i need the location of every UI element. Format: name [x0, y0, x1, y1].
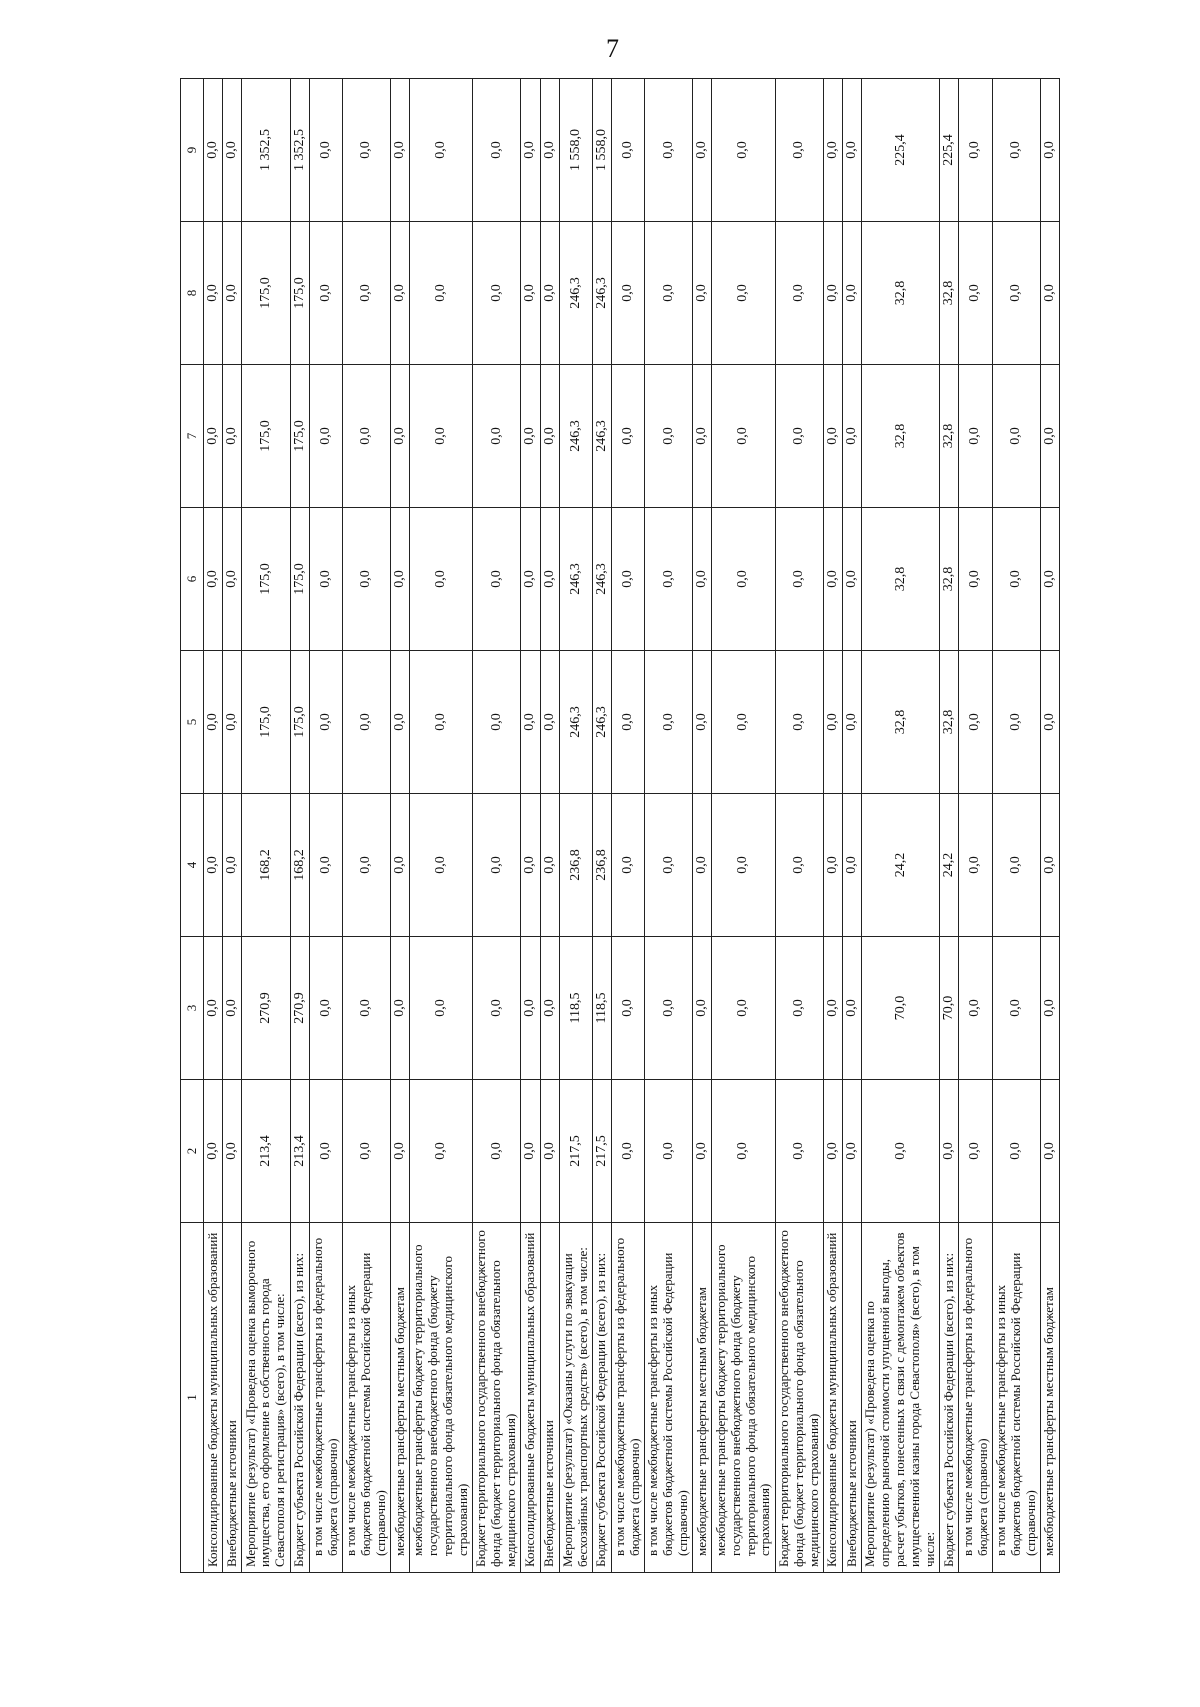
- value-cell: 0,0: [1040, 794, 1059, 937]
- value-cell: 0,0: [862, 1080, 940, 1223]
- value-cell: 32,8: [940, 365, 959, 508]
- row-label: Внебюджетные источники: [223, 1223, 242, 1573]
- column-header-5: 5: [181, 651, 204, 794]
- value-cell: 0,0: [992, 79, 1040, 222]
- value-cell: 32,8: [940, 651, 959, 794]
- value-cell: 0,0: [775, 937, 823, 1080]
- value-cell: 0,0: [712, 508, 775, 651]
- value-cell: 0,0: [959, 222, 992, 365]
- value-cell: 0,0: [992, 365, 1040, 508]
- value-cell: 0,0: [204, 937, 223, 1080]
- value-cell: 1 352,5: [290, 79, 309, 222]
- value-cell: 0,0: [390, 794, 409, 937]
- value-cell: 175,0: [290, 365, 309, 508]
- value-cell: 0,0: [775, 365, 823, 508]
- value-cell: 0,0: [823, 937, 842, 1080]
- column-header-4: 4: [181, 794, 204, 937]
- table-row: [842, 79, 861, 1573]
- value-cell: 1 558,0: [559, 79, 592, 222]
- value-cell: 0,0: [842, 222, 861, 365]
- value-cell: 0,0: [959, 937, 992, 1080]
- value-cell: 0,0: [410, 508, 473, 651]
- value-cell: 0,0: [992, 651, 1040, 794]
- value-cell: 0,0: [612, 1080, 645, 1223]
- value-cell: 0,0: [693, 937, 712, 1080]
- value-cell: 0,0: [342, 794, 390, 937]
- value-cell: 0,0: [842, 937, 861, 1080]
- value-cell: 0,0: [1040, 937, 1059, 1080]
- value-cell: 0,0: [612, 508, 645, 651]
- row-label: Мероприятие (результат) «Оказаны услуги по эвакуации бесхозяйных транспортных средств» (всего), в том числе:: [559, 1223, 592, 1573]
- row-label: Консолидированные бюджеты муниципальных образований: [823, 1223, 842, 1573]
- value-cell: 175,0: [242, 365, 290, 508]
- value-cell: 0,0: [473, 651, 521, 794]
- value-cell: 246,3: [559, 651, 592, 794]
- row-label: в том числе межбюджетные трансферты из федерального бюджета (справочно): [612, 1223, 645, 1573]
- value-cell: 70,0: [862, 937, 940, 1080]
- value-cell: 0,0: [521, 508, 540, 651]
- row-label: межбюджетные трансферты местным бюджетам: [390, 1223, 409, 1573]
- value-cell: 0,0: [645, 79, 693, 222]
- value-cell: 70,0: [940, 937, 959, 1080]
- value-cell: 0,0: [309, 651, 342, 794]
- value-cell: 236,8: [592, 794, 611, 937]
- value-cell: 0,0: [612, 651, 645, 794]
- value-cell: 0,0: [342, 508, 390, 651]
- value-cell: 0,0: [521, 651, 540, 794]
- value-cell: 0,0: [410, 651, 473, 794]
- row-label: Бюджет субъекта Российской Федерации (всего), из них:: [940, 1223, 959, 1573]
- table-row: [712, 79, 775, 1573]
- value-cell: 118,5: [592, 937, 611, 1080]
- value-cell: 0,0: [204, 508, 223, 651]
- value-cell: 0,0: [223, 222, 242, 365]
- value-cell: 0,0: [1040, 508, 1059, 651]
- value-cell: 225,4: [940, 79, 959, 222]
- value-cell: 0,0: [693, 365, 712, 508]
- value-cell: 175,0: [242, 651, 290, 794]
- table-row: [309, 79, 342, 1573]
- value-cell: 0,0: [712, 79, 775, 222]
- value-cell: 0,0: [521, 79, 540, 222]
- table-row: [223, 79, 242, 1573]
- value-cell: 0,0: [992, 1080, 1040, 1223]
- value-cell: 118,5: [559, 937, 592, 1080]
- value-cell: 0,0: [223, 794, 242, 937]
- value-cell: 0,0: [540, 508, 559, 651]
- value-cell: 0,0: [645, 365, 693, 508]
- value-cell: 0,0: [712, 651, 775, 794]
- value-cell: 0,0: [521, 222, 540, 365]
- table-row: [612, 79, 645, 1573]
- value-cell: 0,0: [521, 794, 540, 937]
- value-cell: 0,0: [309, 1080, 342, 1223]
- value-cell: 0,0: [823, 222, 842, 365]
- value-cell: 246,3: [559, 222, 592, 365]
- value-cell: 0,0: [223, 365, 242, 508]
- value-cell: 0,0: [823, 365, 842, 508]
- value-cell: 0,0: [390, 222, 409, 365]
- table-row: [390, 79, 409, 1573]
- table-row: [940, 79, 959, 1573]
- value-cell: 0,0: [410, 222, 473, 365]
- value-cell: 0,0: [959, 508, 992, 651]
- value-cell: 0,0: [842, 651, 861, 794]
- value-cell: 0,0: [693, 1080, 712, 1223]
- value-cell: 0,0: [823, 1080, 842, 1223]
- value-cell: 246,3: [559, 508, 592, 651]
- value-cell: 0,0: [223, 651, 242, 794]
- value-cell: 213,4: [290, 1080, 309, 1223]
- column-header-8: 8: [181, 222, 204, 365]
- value-cell: 168,2: [290, 794, 309, 937]
- value-cell: 0,0: [940, 1080, 959, 1223]
- value-cell: 246,3: [592, 365, 611, 508]
- table-row: [242, 79, 290, 1573]
- value-cell: 0,0: [204, 222, 223, 365]
- financing-table: [180, 78, 1060, 1573]
- value-cell: 0,0: [992, 937, 1040, 1080]
- value-cell: 0,0: [204, 79, 223, 222]
- value-cell: 0,0: [540, 365, 559, 508]
- row-label: Внебюджетные источники: [540, 1223, 559, 1573]
- value-cell: 24,2: [862, 794, 940, 937]
- table-row: [342, 79, 390, 1573]
- rotated-table-frame: [180, 78, 1060, 1573]
- value-cell: 0,0: [775, 222, 823, 365]
- value-cell: 0,0: [473, 79, 521, 222]
- table-row: [1040, 79, 1059, 1573]
- column-header-2: 2: [181, 1080, 204, 1223]
- value-cell: 0,0: [693, 222, 712, 365]
- value-cell: 0,0: [693, 651, 712, 794]
- row-label: Консолидированные бюджеты муниципальных образований: [204, 1223, 223, 1573]
- row-label: Консолидированные бюджеты муниципальных образований: [521, 1223, 540, 1573]
- value-cell: 0,0: [775, 79, 823, 222]
- row-label: Мероприятие (результат) «Проведена оценка выморочного имущества, его оформление в собственность города Севастополя и регистрация» (всего), в том числе:: [242, 1223, 290, 1573]
- column-header-6: 6: [181, 508, 204, 651]
- value-cell: 0,0: [712, 222, 775, 365]
- row-label: в том числе межбюджетные трансферты из иных бюджетов бюджетной системы Российской Федерации (справочно): [645, 1223, 693, 1573]
- value-cell: 217,5: [592, 1080, 611, 1223]
- value-cell: 246,3: [559, 365, 592, 508]
- value-cell: 0,0: [992, 222, 1040, 365]
- value-cell: 236,8: [559, 794, 592, 937]
- value-cell: 0,0: [309, 508, 342, 651]
- value-cell: 24,2: [940, 794, 959, 937]
- value-cell: 0,0: [390, 651, 409, 794]
- value-cell: 0,0: [223, 1080, 242, 1223]
- value-cell: 168,2: [242, 794, 290, 937]
- value-cell: 0,0: [410, 1080, 473, 1223]
- value-cell: 0,0: [309, 794, 342, 937]
- value-cell: 0,0: [1040, 1080, 1059, 1223]
- value-cell: 270,9: [290, 937, 309, 1080]
- value-cell: 0,0: [223, 79, 242, 222]
- value-cell: 0,0: [959, 365, 992, 508]
- value-cell: 0,0: [342, 651, 390, 794]
- value-cell: 0,0: [842, 1080, 861, 1223]
- value-cell: 0,0: [775, 794, 823, 937]
- table-row: [862, 79, 940, 1573]
- row-label: Бюджет субъекта Российской Федерации (всего), из них:: [592, 1223, 611, 1573]
- value-cell: 0,0: [410, 79, 473, 222]
- value-cell: 0,0: [712, 794, 775, 937]
- value-cell: 32,8: [862, 365, 940, 508]
- table-row: [959, 79, 992, 1573]
- row-label: Бюджет субъекта Российской Федерации (всего), из них:: [290, 1223, 309, 1573]
- value-cell: 0,0: [612, 365, 645, 508]
- value-cell: 0,0: [540, 651, 559, 794]
- value-cell: 0,0: [959, 1080, 992, 1223]
- value-cell: 0,0: [521, 1080, 540, 1223]
- table-row: [473, 79, 521, 1573]
- table-row: [645, 79, 693, 1573]
- row-label: Внебюджетные источники: [842, 1223, 861, 1573]
- value-cell: 0,0: [842, 794, 861, 937]
- value-cell: 0,0: [390, 1080, 409, 1223]
- value-cell: 0,0: [309, 365, 342, 508]
- row-label: в том числе межбюджетные трансферты из иных бюджетов бюджетной системы Российской Федерации (справочно): [342, 1223, 390, 1573]
- value-cell: 0,0: [309, 222, 342, 365]
- row-label: межбюджетные трансферты бюджету территориального государственного внебюджетного фонда (бюджету территориального фонда обязательного медицинского страхования): [712, 1223, 775, 1573]
- value-cell: 0,0: [645, 937, 693, 1080]
- rotated-table-area: [180, 78, 1060, 1573]
- value-cell: 0,0: [712, 365, 775, 508]
- value-cell: 0,0: [645, 1080, 693, 1223]
- page-number: 7: [606, 34, 619, 63]
- value-cell: 1 558,0: [592, 79, 611, 222]
- value-cell: 175,0: [290, 222, 309, 365]
- value-cell: 246,3: [592, 651, 611, 794]
- value-cell: 0,0: [540, 222, 559, 365]
- value-cell: 175,0: [242, 508, 290, 651]
- value-cell: 270,9: [242, 937, 290, 1080]
- table-row: [823, 79, 842, 1573]
- value-cell: 0,0: [959, 794, 992, 937]
- table-row: [521, 79, 540, 1573]
- value-cell: 0,0: [1040, 79, 1059, 222]
- value-cell: 0,0: [390, 937, 409, 1080]
- value-cell: 0,0: [959, 79, 992, 222]
- value-cell: 32,8: [862, 508, 940, 651]
- value-cell: 0,0: [992, 794, 1040, 937]
- row-label: Мероприятие (результат) «Проведена оценка по определению рыночной стоимости упущенной выгоды, расчет убытков, понесенных в связи с демонтажем объектов имущественной казны города Севастополя» (всего), в том числе:: [862, 1223, 940, 1573]
- value-cell: 225,4: [862, 79, 940, 222]
- value-cell: 0,0: [473, 794, 521, 937]
- value-cell: 0,0: [775, 651, 823, 794]
- column-header-9: 9: [181, 79, 204, 222]
- value-cell: 0,0: [540, 794, 559, 937]
- row-label: в том числе межбюджетные трансферты из федерального бюджета (справочно): [309, 1223, 342, 1573]
- value-cell: 0,0: [1040, 651, 1059, 794]
- value-cell: 0,0: [204, 1080, 223, 1223]
- row-label: в том числе межбюджетные трансферты из федерального бюджета (справочно): [959, 1223, 992, 1573]
- value-cell: 0,0: [775, 1080, 823, 1223]
- value-cell: 0,0: [612, 794, 645, 937]
- value-cell: 0,0: [309, 79, 342, 222]
- value-cell: 0,0: [823, 508, 842, 651]
- value-cell: 0,0: [223, 937, 242, 1080]
- value-cell: 0,0: [842, 365, 861, 508]
- table-row: [204, 79, 223, 1573]
- value-cell: 0,0: [612, 222, 645, 365]
- value-cell: 0,0: [693, 508, 712, 651]
- value-cell: 0,0: [992, 508, 1040, 651]
- value-cell: 0,0: [1040, 222, 1059, 365]
- value-cell: 0,0: [645, 651, 693, 794]
- value-cell: 0,0: [473, 1080, 521, 1223]
- value-cell: 246,3: [592, 222, 611, 365]
- value-cell: 246,3: [592, 508, 611, 651]
- table-row: [290, 79, 309, 1573]
- value-cell: 0,0: [540, 937, 559, 1080]
- table-row: [693, 79, 712, 1573]
- value-cell: 0,0: [645, 794, 693, 937]
- value-cell: 0,0: [473, 937, 521, 1080]
- value-cell: 0,0: [390, 79, 409, 222]
- value-cell: 0,0: [645, 508, 693, 651]
- value-cell: 1 352,5: [242, 79, 290, 222]
- value-cell: 0,0: [342, 365, 390, 508]
- column-header-3: 3: [181, 937, 204, 1080]
- value-cell: 0,0: [612, 937, 645, 1080]
- row-label: межбюджетные трансферты местным бюджетам: [693, 1223, 712, 1573]
- value-cell: 0,0: [959, 651, 992, 794]
- table-body: [204, 79, 1060, 1573]
- value-cell: 0,0: [842, 508, 861, 651]
- row-label: в том числе межбюджетные трансферты из иных бюджетов бюджетной системы Российской Федерации (справочно): [992, 1223, 1040, 1573]
- value-cell: 0,0: [823, 794, 842, 937]
- value-cell: 0,0: [204, 794, 223, 937]
- value-cell: 0,0: [223, 508, 242, 651]
- value-cell: 0,0: [204, 365, 223, 508]
- table-row: [775, 79, 823, 1573]
- row-label: Бюджет территориального государственного внебюджетного фонда (бюджет территориального фонда обязательного медицинского страхования): [473, 1223, 521, 1573]
- value-cell: 0,0: [473, 508, 521, 651]
- value-cell: 0,0: [410, 365, 473, 508]
- row-label: межбюджетные трансферты бюджету территориального государственного внебюджетного фонда (бюджету территориального фонда обязательного медицинского страхования): [410, 1223, 473, 1573]
- table-row: [410, 79, 473, 1573]
- row-label: Бюджет территориального государственного внебюджетного фонда (бюджет территориального фонда обязательного медицинского страхования): [775, 1223, 823, 1573]
- value-cell: 0,0: [1040, 365, 1059, 508]
- value-cell: 0,0: [693, 79, 712, 222]
- value-cell: 0,0: [521, 365, 540, 508]
- value-cell: 0,0: [473, 365, 521, 508]
- table-row: [559, 79, 592, 1573]
- value-cell: 0,0: [521, 937, 540, 1080]
- value-cell: 0,0: [693, 794, 712, 937]
- value-cell: 0,0: [712, 937, 775, 1080]
- value-cell: 217,5: [559, 1080, 592, 1223]
- value-cell: 175,0: [242, 222, 290, 365]
- value-cell: 0,0: [410, 794, 473, 937]
- value-cell: 0,0: [390, 508, 409, 651]
- value-cell: 0,0: [540, 1080, 559, 1223]
- value-cell: 0,0: [410, 937, 473, 1080]
- value-cell: 0,0: [823, 79, 842, 222]
- value-cell: 0,0: [309, 937, 342, 1080]
- value-cell: 32,8: [862, 222, 940, 365]
- value-cell: 32,8: [940, 222, 959, 365]
- value-cell: 0,0: [342, 222, 390, 365]
- value-cell: 0,0: [712, 1080, 775, 1223]
- value-cell: 0,0: [612, 79, 645, 222]
- column-header-1: 1: [181, 1223, 204, 1573]
- value-cell: 0,0: [775, 508, 823, 651]
- value-cell: 0,0: [342, 937, 390, 1080]
- row-label: межбюджетные трансферты местным бюджетам: [1040, 1223, 1059, 1573]
- table-row: [540, 79, 559, 1573]
- table-row: [592, 79, 611, 1573]
- value-cell: 0,0: [823, 651, 842, 794]
- table-row: [992, 79, 1040, 1573]
- value-cell: 175,0: [290, 508, 309, 651]
- value-cell: 0,0: [540, 79, 559, 222]
- header-row: [181, 79, 204, 1573]
- value-cell: 175,0: [290, 651, 309, 794]
- value-cell: 0,0: [390, 365, 409, 508]
- value-cell: 32,8: [940, 508, 959, 651]
- value-cell: 213,4: [242, 1080, 290, 1223]
- value-cell: 0,0: [473, 222, 521, 365]
- value-cell: 0,0: [342, 1080, 390, 1223]
- value-cell: 0,0: [342, 79, 390, 222]
- value-cell: 0,0: [645, 222, 693, 365]
- value-cell: 0,0: [204, 651, 223, 794]
- column-header-7: 7: [181, 365, 204, 508]
- value-cell: 32,8: [862, 651, 940, 794]
- value-cell: 0,0: [842, 79, 861, 222]
